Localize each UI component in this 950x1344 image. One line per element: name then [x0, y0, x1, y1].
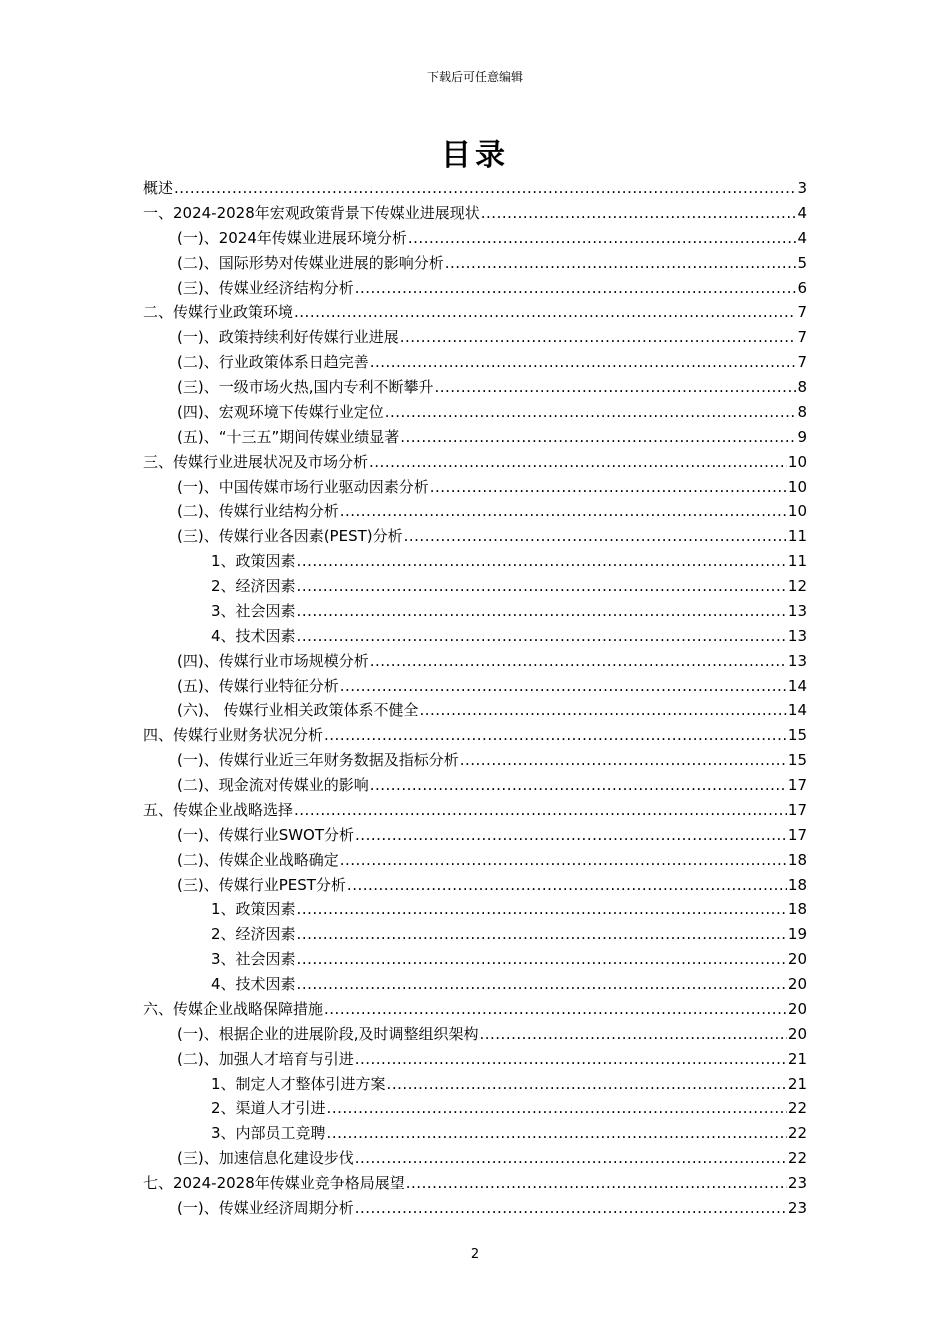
toc-entry[interactable] — [143, 201, 807, 226]
toc-entry[interactable] — [143, 325, 807, 350]
toc-entry-page: 12 — [787, 577, 807, 595]
toc-dot-leader — [387, 1072, 787, 1097]
toc-entry-page: 7 — [797, 353, 807, 372]
toc-entry[interactable] — [143, 226, 807, 251]
toc-entry-label: (三)、一级市场火热,国内专利不断攀升 — [177, 378, 434, 396]
toc-dot-leader — [327, 1096, 787, 1121]
page-number: 2 — [470, 1247, 480, 1262]
toc-entry-label: (四)、传媒行业市场规模分析 — [177, 651, 369, 670]
toc-entry-label: (四)、宏观环境下传媒行业定位 — [177, 402, 384, 421]
toc-dot-leader — [297, 897, 787, 922]
toc-entry-label: 3、社会因素 — [211, 950, 296, 969]
toc-entry-label: (二)、加强人才培育与引进 — [177, 1049, 354, 1068]
toc-entry-label: 三、传媒行业进展状况及市场分析 — [143, 452, 369, 471]
toc-entry[interactable] — [143, 350, 807, 375]
toc-entry-page: 14 — [787, 701, 807, 720]
toc-entry[interactable] — [143, 897, 807, 922]
toc-entry-label: (二)、传媒行业结构分析 — [177, 502, 339, 521]
toc-dot-leader — [400, 425, 796, 450]
toc-entry[interactable] — [143, 375, 807, 400]
toc-entry[interactable] — [143, 823, 807, 848]
toc-entry-label: (二)、传媒企业战略确定 — [177, 850, 339, 869]
toc-entry-page: 15 — [787, 726, 807, 745]
toc-entry-label: (一)、2024年传媒业进展环境分析 — [177, 228, 407, 247]
toc-dot-leader — [404, 524, 787, 549]
toc-dot-leader — [297, 947, 787, 972]
toc-entry-page: 21 — [787, 1049, 807, 1068]
toc-entry[interactable] — [143, 873, 807, 898]
toc-entry-page: 22 — [787, 1099, 807, 1118]
toc-entry[interactable] — [143, 1171, 807, 1196]
toc-entry[interactable] — [143, 276, 807, 301]
toc-entry-label: 1、政策因素 — [211, 552, 296, 571]
toc-dot-leader — [327, 1121, 787, 1146]
toc-dot-leader — [370, 649, 787, 674]
toc-entry-label: (一)、传媒行业近三年财务数据及指标分析 — [177, 751, 459, 770]
toc-entry-page: 22 — [787, 1149, 807, 1168]
toc-dot-leader — [385, 400, 797, 425]
toc-entry-label: (一)、根据企业的进展阶段,及时调整组织架构 — [177, 1024, 479, 1043]
toc-entry-page: 20 — [787, 975, 807, 993]
toc-entry-label: (一)、政策持续利好传媒行业进展 — [177, 328, 399, 347]
toc-dot-leader — [340, 499, 787, 524]
toc-entry-page: 6 — [797, 278, 807, 297]
toc-entry[interactable] — [143, 300, 807, 325]
toc-entry-page: 18 — [787, 900, 807, 919]
toc-entry[interactable] — [143, 1121, 807, 1146]
toc-entry-page: 23 — [787, 1174, 807, 1192]
toc-dot-leader — [481, 201, 797, 226]
toc-entry-page: 20 — [787, 1024, 807, 1043]
toc-dot-leader — [370, 773, 787, 798]
toc-entry-page: 22 — [787, 1124, 807, 1143]
toc-dot-leader — [297, 574, 787, 599]
toc-entry[interactable] — [143, 848, 807, 873]
toc-entry[interactable] — [143, 425, 807, 450]
toc-dot-leader — [406, 1171, 787, 1196]
toc-entry-label: (一)、传媒业经济周期分析 — [177, 1198, 354, 1217]
toc-entry-page: 17 — [787, 776, 807, 794]
toc-entry-label: (二)、行业政策体系日趋完善 — [177, 353, 369, 372]
toc-dot-leader — [430, 475, 787, 500]
toc-entry-label: (五)、“十三五”期间传媒业绩显著 — [177, 427, 400, 446]
toc-entry[interactable] — [143, 549, 807, 574]
toc-entry-label: (六)、 传媒行业相关政策体系不健全 — [177, 701, 419, 720]
toc-entry-page: 7 — [797, 328, 807, 347]
toc-entry-label: (二)、现金流对传媒业的影响 — [177, 776, 369, 794]
toc-entry-label: (三)、传媒业经济结构分析 — [177, 278, 354, 297]
toc-dot-leader — [434, 375, 796, 400]
toc-entry-label: 2、经济因素 — [211, 925, 296, 944]
toc-dot-leader — [370, 350, 797, 375]
toc-entry[interactable] — [143, 499, 807, 524]
toc-dot-leader — [479, 1022, 786, 1047]
toc-entry-label: 四、传媒行业财务状况分析 — [143, 726, 324, 745]
page-title: 目录 — [441, 138, 509, 173]
toc-entry[interactable] — [143, 599, 807, 624]
toc-dot-leader — [355, 276, 797, 301]
toc-entry-page: 4 — [797, 228, 807, 247]
toc-dot-leader — [355, 1047, 787, 1072]
toc-dot-leader — [340, 848, 787, 873]
toc-entry[interactable] — [143, 649, 807, 674]
toc-entry[interactable] — [143, 748, 807, 773]
toc-entry-page: 19 — [787, 925, 807, 944]
toc-dot-leader — [324, 997, 787, 1022]
toc-entry-page: 3 — [797, 179, 807, 197]
toc-entry-label: (五)、传媒行业特征分析 — [177, 676, 339, 695]
toc-entry-page: 11 — [787, 527, 807, 546]
toc-entry[interactable] — [143, 1047, 807, 1072]
toc-entry-page: 20 — [787, 999, 807, 1018]
toc-entry-label: (一)、中国传媒市场行业驱动因素分析 — [177, 477, 429, 496]
table-of-contents — [143, 176, 807, 1221]
toc-entry[interactable] — [143, 1146, 807, 1171]
toc-entry-page: 9 — [797, 427, 807, 446]
toc-dot-leader — [460, 748, 787, 773]
toc-dot-leader — [297, 549, 787, 574]
toc-entry-label: 2、渠道人才引进 — [211, 1099, 326, 1118]
toc-entry[interactable] — [143, 176, 807, 201]
toc-dot-leader — [419, 698, 786, 723]
toc-entry-page: 13 — [787, 601, 807, 620]
toc-dot-leader — [340, 674, 787, 699]
toc-entry[interactable] — [143, 475, 807, 500]
toc-dot-leader — [297, 624, 787, 649]
toc-entry-page: 17 — [787, 800, 807, 819]
toc-entry-page: 8 — [797, 402, 807, 421]
toc-dot-leader — [294, 300, 796, 325]
toc-entry-page: 4 — [797, 203, 807, 222]
toc-entry-page: 17 — [787, 825, 807, 844]
toc-entry[interactable] — [143, 574, 807, 599]
toc-dot-leader — [294, 798, 787, 823]
toc-entry[interactable] — [143, 400, 807, 425]
toc-entry[interactable] — [143, 972, 807, 997]
toc-entry-page: 15 — [787, 751, 807, 770]
toc-entry-page: 10 — [787, 502, 807, 521]
toc-dot-leader — [355, 823, 787, 848]
toc-entry-page: 10 — [787, 477, 807, 496]
toc-entry[interactable] — [143, 624, 807, 649]
toc-entry[interactable] — [143, 723, 807, 748]
toc-entry-page: 13 — [787, 626, 807, 645]
toc-entry-label: (一)、传媒行业SWOT分析 — [177, 825, 355, 844]
toc-entry-label: 4、技术因素 — [211, 626, 296, 645]
toc-entry-page: 10 — [787, 452, 807, 471]
toc-entry[interactable] — [143, 1022, 807, 1047]
toc-entry[interactable] — [143, 997, 807, 1022]
toc-entry-page: 23 — [787, 1198, 807, 1217]
toc-dot-leader — [355, 1196, 787, 1221]
toc-entry-label: 2、经济因素 — [211, 577, 296, 595]
toc-entry-label: 3、内部员工竞聘 — [211, 1124, 326, 1143]
toc-entry[interactable] — [143, 1096, 807, 1121]
toc-entry-page: 7 — [797, 303, 807, 322]
toc-dot-leader — [400, 325, 797, 350]
toc-entry[interactable] — [143, 450, 807, 475]
toc-entry-label: (三)、传媒行业各因素(PEST)分析 — [177, 527, 403, 546]
toc-dot-leader — [347, 873, 787, 898]
toc-entry[interactable] — [143, 524, 807, 549]
toc-entry-page: 14 — [787, 676, 807, 695]
toc-entry-label: 3、社会因素 — [211, 601, 296, 620]
toc-entry-page: 8 — [797, 378, 807, 396]
toc-dot-leader — [355, 1146, 787, 1171]
toc-entry-label: 七、2024-2028年传媒业竞争格局展望 — [143, 1174, 405, 1192]
toc-entry-page: 5 — [797, 253, 807, 272]
toc-entry-label: 4、技术因素 — [211, 975, 296, 993]
toc-entry-label: 六、传媒企业战略保障措施 — [143, 999, 324, 1018]
toc-entry-page: 21 — [787, 1074, 807, 1093]
toc-entry[interactable] — [143, 773, 807, 798]
toc-entry-label: 概述 — [143, 179, 174, 197]
toc-entry-label: 五、传媒企业战略选择 — [143, 800, 294, 819]
toc-entry-page: 18 — [787, 875, 807, 894]
page-header: 下载后可任意编辑 — [426, 70, 523, 84]
toc-entry-page: 20 — [787, 950, 807, 969]
toc-entry-page: 13 — [787, 651, 807, 670]
toc-entry[interactable] — [143, 947, 807, 972]
toc-dot-leader — [408, 226, 797, 251]
toc-entry-label: 1、制定人才整体引进方案 — [211, 1074, 386, 1093]
toc-entry[interactable] — [143, 698, 807, 723]
toc-dot-leader — [324, 723, 787, 748]
toc-dot-leader — [297, 922, 787, 947]
toc-entry-page: 18 — [787, 850, 807, 869]
toc-dot-leader — [297, 599, 787, 624]
toc-dot-leader — [174, 176, 796, 201]
toc-entry[interactable] — [143, 1072, 807, 1097]
toc-entry-label: (三)、传媒行业PEST分析 — [177, 875, 346, 894]
toc-entry[interactable] — [143, 251, 807, 276]
toc-entry[interactable] — [143, 1196, 807, 1221]
toc-dot-leader — [369, 450, 787, 475]
toc-entry-label: (二)、国际形势对传媒业进展的影响分析 — [177, 253, 444, 272]
toc-entry[interactable] — [143, 922, 807, 947]
toc-entry-label: (三)、加速信息化建设步伐 — [177, 1149, 354, 1168]
toc-entry-label: 二、传媒行业政策环境 — [143, 303, 294, 322]
toc-dot-leader — [297, 972, 787, 997]
toc-entry-label: 1、政策因素 — [211, 900, 296, 919]
toc-entry[interactable] — [143, 798, 807, 823]
toc-entry-label: 一、2024-2028年宏观政策背景下传媒业进展现状 — [143, 203, 480, 222]
toc-dot-leader — [445, 251, 797, 276]
toc-entry[interactable] — [143, 674, 807, 699]
toc-entry-page: 11 — [787, 552, 807, 571]
